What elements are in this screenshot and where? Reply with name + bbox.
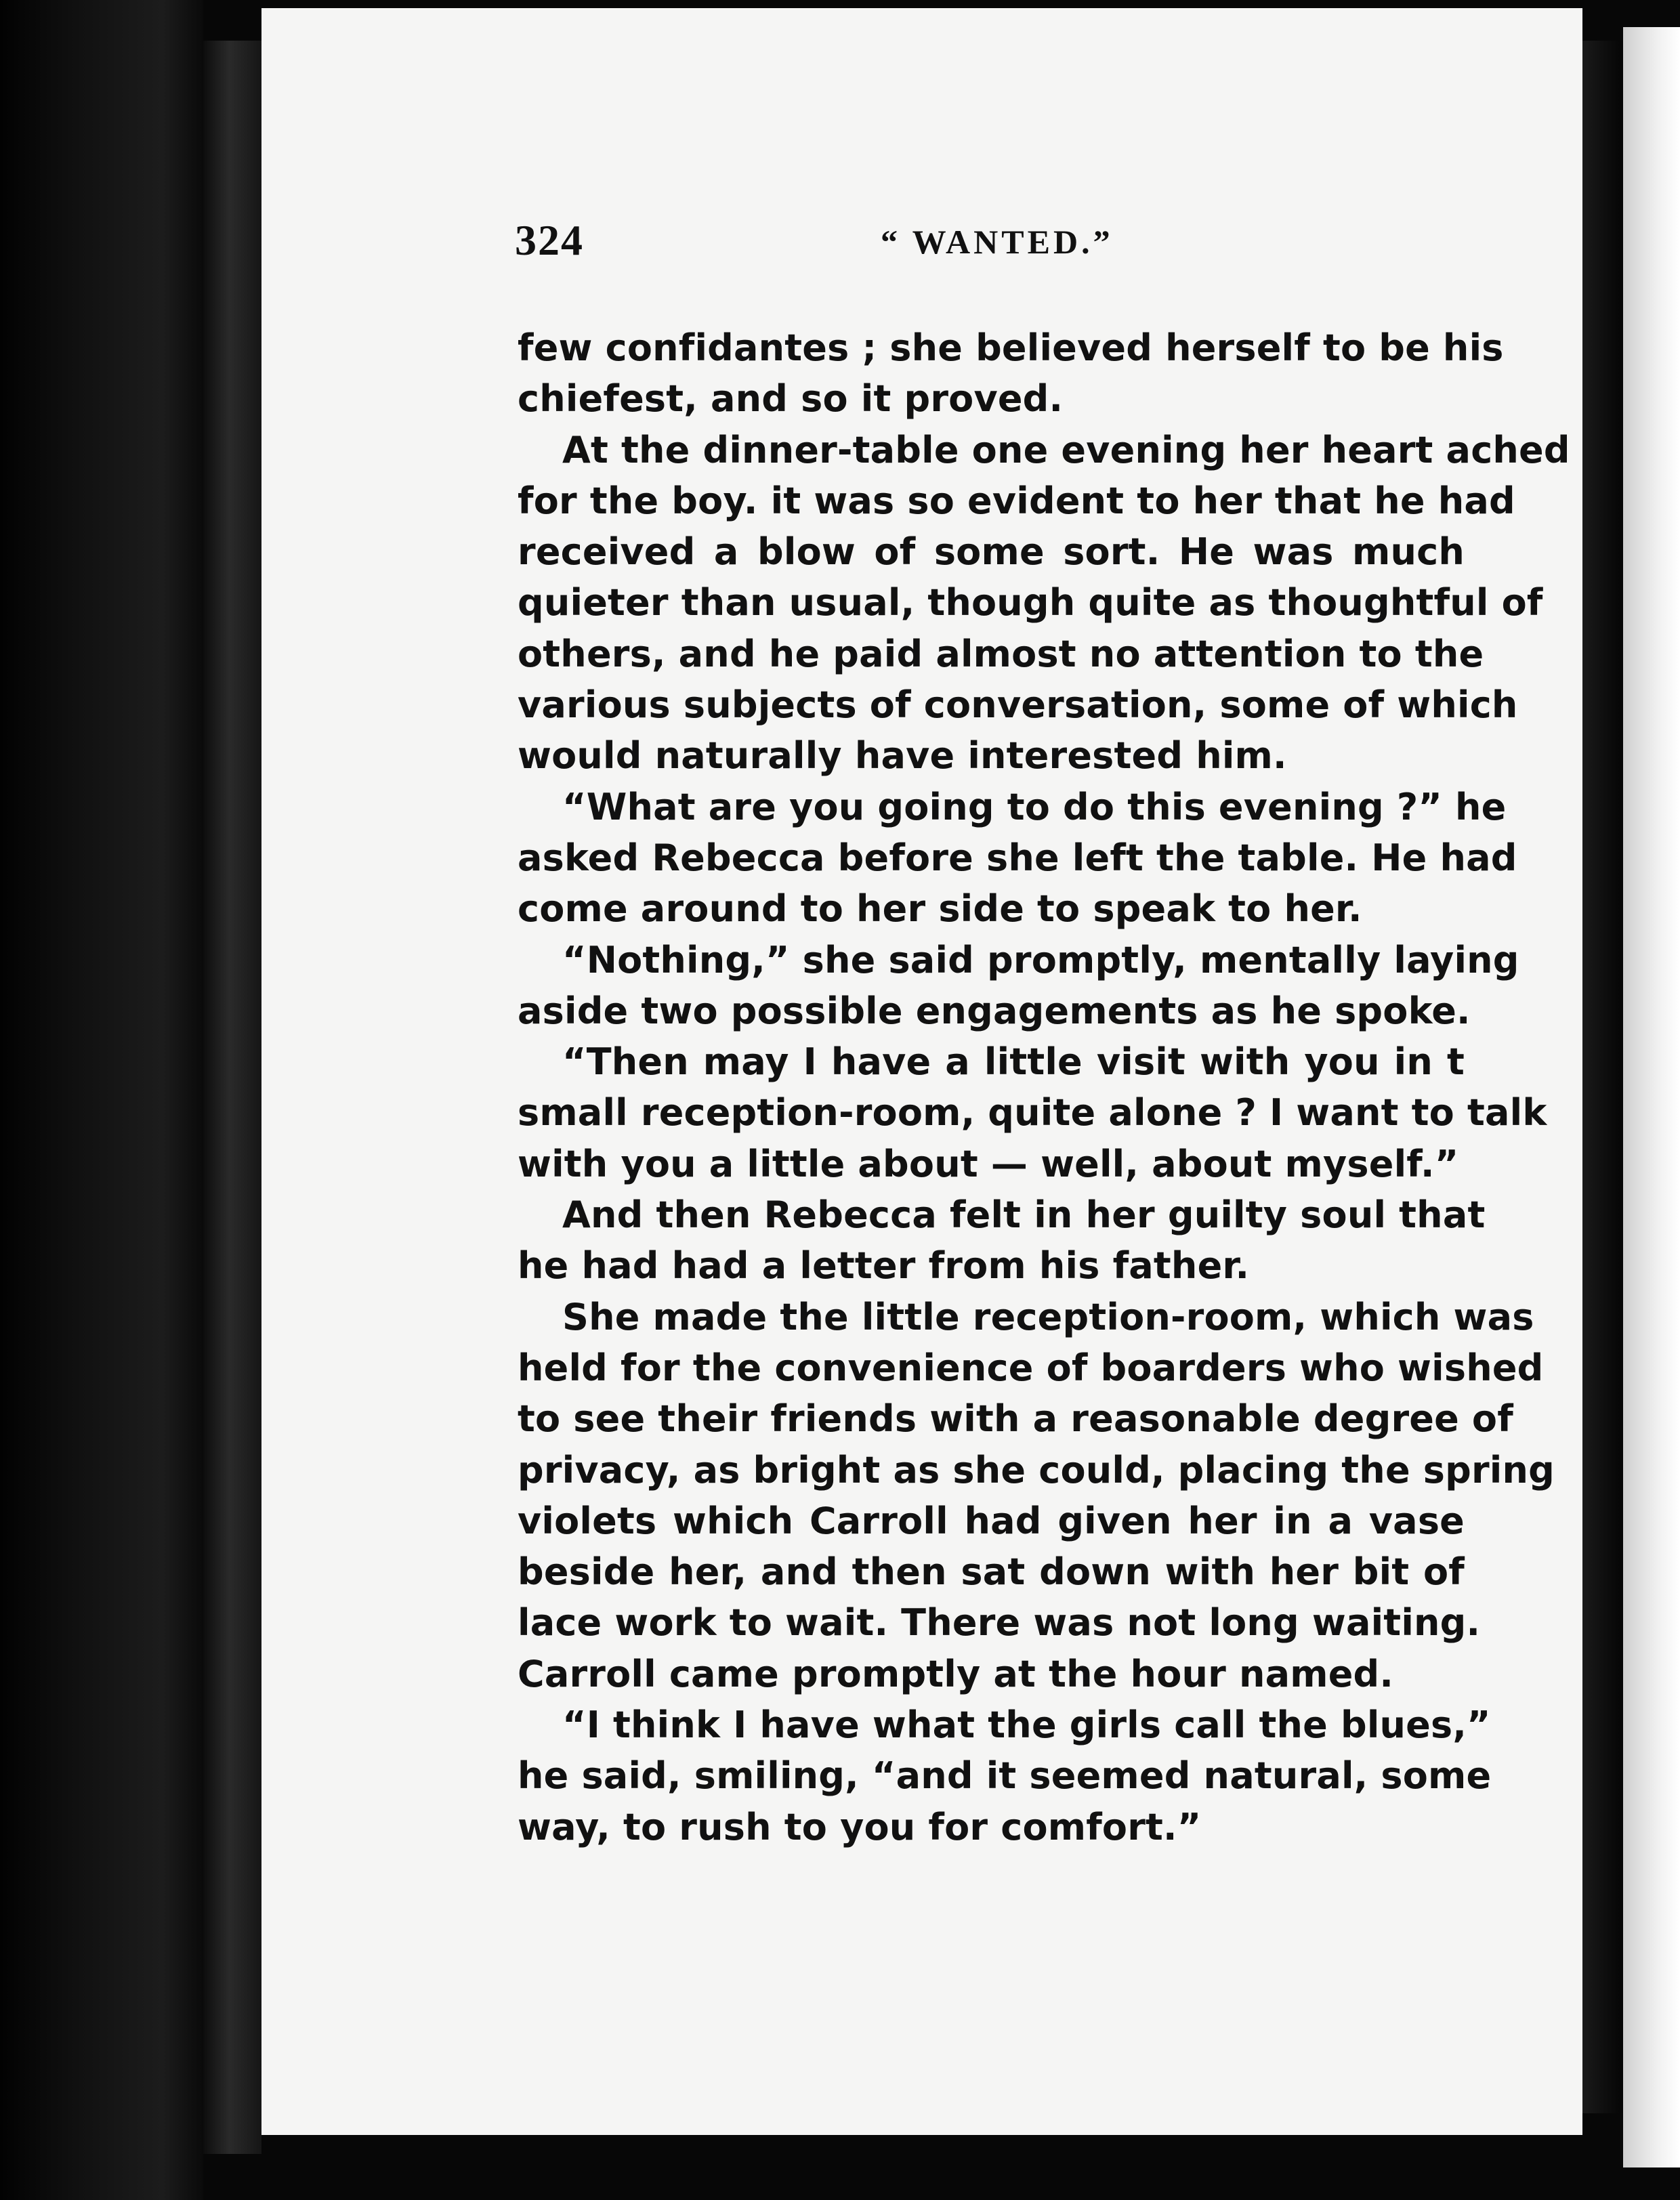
text-line: to see their friends with a reasonable degree of <box>518 1397 1513 1441</box>
text-line: privacy, as bright as she could, placing the spring <box>518 1448 1555 1492</box>
text-line: way, to rush to you for comfort.” <box>518 1805 1202 1848</box>
text-line: At the dinner-table one evening her heart ached <box>562 428 1570 471</box>
text-line: “What are you going to do this evening ?” he <box>562 785 1507 828</box>
text-line: aside two possible engagements as he spoke. <box>518 989 1471 1032</box>
text-line: others, and he paid almost no attention to the <box>518 632 1484 675</box>
text-line: And then Rebecca felt in her guilty soul that <box>562 1193 1486 1237</box>
text-line: would naturally have interested him. <box>518 734 1287 778</box>
body-text <box>518 322 1570 1853</box>
page-gutter-right <box>1582 41 1623 2113</box>
book-binding-left <box>0 0 203 2200</box>
text-line: beside her, and then sat down with her bit of <box>518 1550 1465 1594</box>
text-line: She made the little reception-room, which was <box>562 1295 1534 1338</box>
text-line: quieter than usual, though quite as thoughtful of <box>518 581 1543 625</box>
running-title: “ WANTED.” <box>881 223 1114 261</box>
text-line: violets which Carroll had given her in a vase <box>518 1499 1465 1542</box>
text-line: chiefest, and so it proved. <box>518 377 1064 421</box>
text-line: “I think I have what the girls call the blues,” <box>562 1704 1491 1747</box>
text-line: “Nothing,” she said promptly, mentally laying <box>562 938 1519 981</box>
text-line: small reception-room, quite alone ? I want to talk <box>518 1091 1547 1135</box>
text-line: few confidantes ; she believed herself to be his <box>518 326 1504 369</box>
text-line: Carroll came promptly at the hour named. <box>518 1652 1394 1695</box>
text-line: asked Rebecca before she left the table. He had <box>518 836 1517 879</box>
text-line: held for the convenience of boarders who wished <box>518 1346 1544 1389</box>
text-line: various subjects of conversation, some of which <box>518 683 1518 727</box>
text-line: he had had a letter from his father. <box>518 1244 1250 1288</box>
text-line: lace work to wait. There was not long waiting. <box>518 1601 1481 1645</box>
text-line: for the boy. it was so evident to her that he had <box>518 479 1515 522</box>
text-line: with you a little about — well, about myself.” <box>518 1142 1459 1185</box>
page-number: 324 <box>515 216 584 264</box>
text-line: received a blow of some sort. He was much <box>518 530 1465 574</box>
text-line: come around to her side to speak to her. <box>518 887 1362 931</box>
text-line: “Then may I have a little visit with you in t <box>562 1040 1465 1084</box>
adjacent-page-edge <box>1623 27 1680 2167</box>
book-binding-edge <box>203 41 261 2154</box>
page-header <box>515 215 1463 276</box>
text-line: he said, smiling, “and it seemed natural, some <box>518 1754 1492 1798</box>
